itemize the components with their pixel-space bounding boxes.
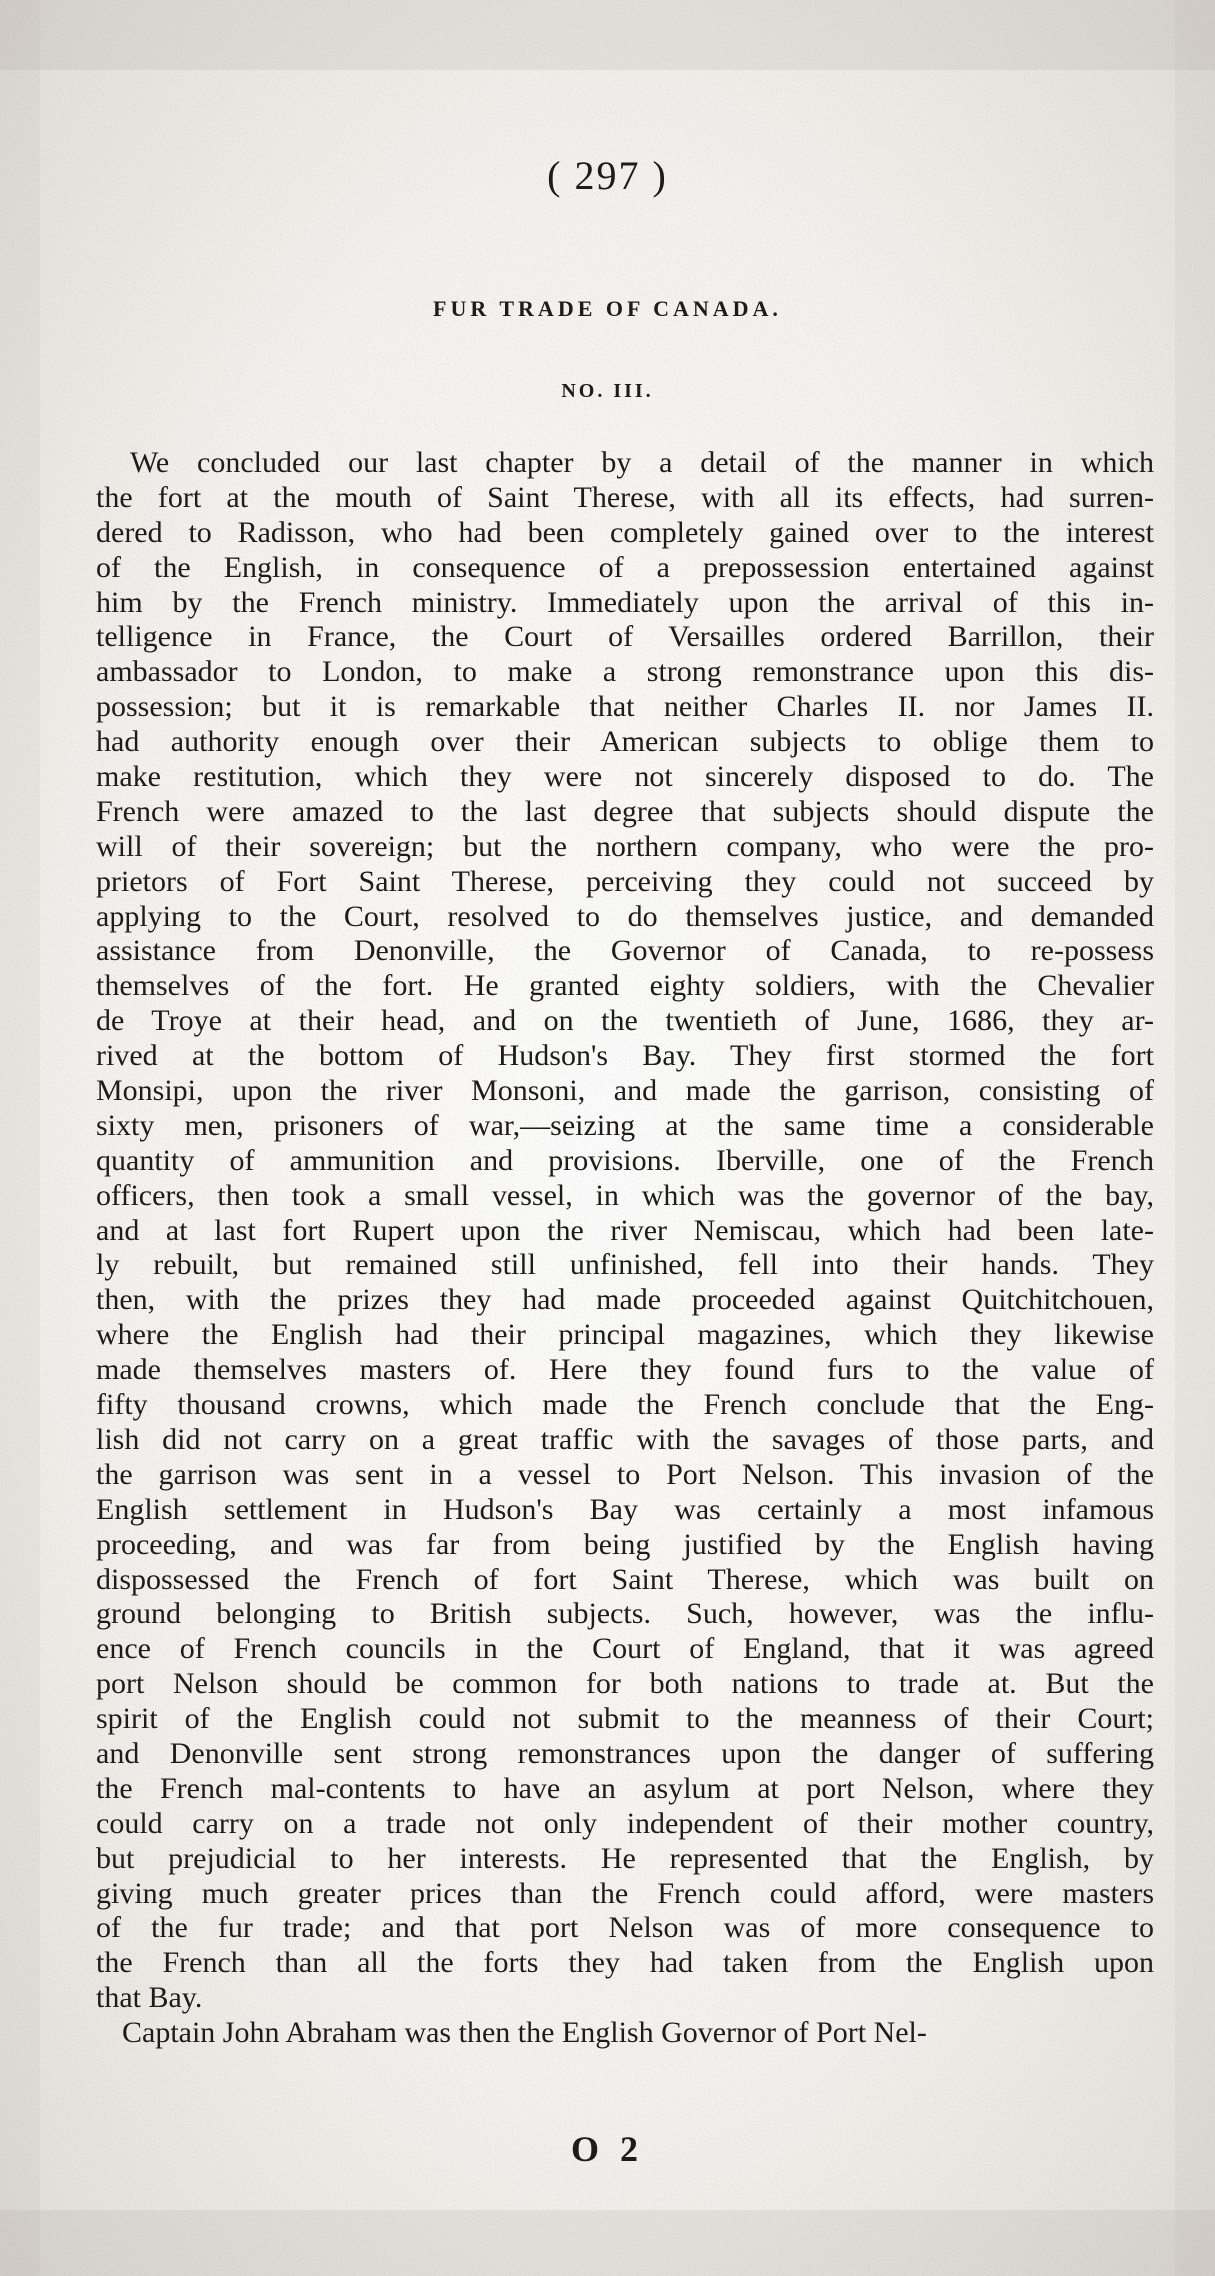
signature-mark: O 2 bbox=[570, 2129, 644, 2169]
body-line: proceeding, and was far from being justified by the English having bbox=[96, 1527, 1154, 1561]
body-line: Captain John Abraham was then the English Governor of Port Nel- bbox=[122, 2016, 927, 2050]
body-line: could carry on a trade not only independent of their mother country, bbox=[96, 1806, 1154, 1840]
body-line: ence of French councils in the Court of England, that it was agreed bbox=[96, 1632, 1154, 1666]
body-line: him by the French ministry. Immediately upon the arrival of this in- bbox=[96, 585, 1154, 619]
chapter-title: FUR TRADE OF CANADA. bbox=[433, 296, 782, 321]
body-line: of the fur trade; and that port Nelson was of more consequence to bbox=[96, 1911, 1154, 1945]
body-line: ambassador to London, to make a strong remonstrance upon this dis- bbox=[96, 655, 1154, 689]
body-line: the French than all the forts they had taken from the English upon bbox=[96, 1946, 1154, 1980]
body-line: but prejudicial to her interests. He represented that the English, by bbox=[96, 1841, 1154, 1875]
body-line: themselves of the fort. He granted eighty soldiers, with the Chevalier bbox=[96, 969, 1154, 1003]
body-line: dispossessed the French of fort Saint Therese, which was built on bbox=[96, 1562, 1154, 1596]
body-line: the fort at the mouth of Saint Therese, with all its effects, had surren- bbox=[96, 480, 1154, 514]
body-line: sixty men, prisoners of war,—seizing at the same time a considerable bbox=[96, 1108, 1154, 1142]
body-line: fifty thousand crowns, which made the French conclude that the Eng- bbox=[96, 1388, 1154, 1422]
body-line: the French mal-contents to have an asylum at port Nelson, where they bbox=[96, 1771, 1154, 1805]
body-text bbox=[96, 446, 1154, 2106]
body-line: telligence in France, the Court of Versailles ordered Barrillon, their bbox=[96, 620, 1154, 654]
body-line: the garrison was sent in a vessel to Port Nelson. This invasion of the bbox=[96, 1457, 1154, 1491]
body-line: ly rebuilt, but remained still unfinished, fell into their hands. They bbox=[96, 1248, 1154, 1282]
body-line: lish did not carry on a great traffic with the savages of those parts, and bbox=[96, 1422, 1154, 1456]
body-line: and at last fort Rupert upon the river Nemiscau, which had been late- bbox=[96, 1213, 1154, 1247]
section-number: NO. III. bbox=[561, 380, 654, 402]
body-line: port Nelson should be common for both nations to trade at. But the bbox=[96, 1667, 1154, 1701]
body-line: prietors of Fort Saint Therese, perceiving they could not succeed by bbox=[96, 864, 1154, 898]
body-line: possession; but it is remarkable that neither Charles II. nor James II. bbox=[96, 690, 1154, 724]
body-line: and Denonville sent strong remonstrances upon the danger of suffering bbox=[96, 1736, 1154, 1770]
body-line: will of their sovereign; but the northern company, who were the pro- bbox=[96, 829, 1154, 863]
body-line: English settlement in Hudson's Bay was certainly a most infamous bbox=[96, 1492, 1154, 1526]
body-line: where the English had their principal magazines, which they likewise bbox=[96, 1318, 1154, 1352]
body-line: giving much greater prices than the French could afford, were masters bbox=[96, 1876, 1154, 1910]
body-line: of the English, in consequence of a prepossession entertained against bbox=[96, 550, 1154, 584]
page-number-header: ( 297 ) bbox=[547, 153, 668, 198]
body-line: had authority enough over their American subjects to oblige them to bbox=[96, 725, 1154, 759]
body-line: applying to the Court, resolved to do themselves justice, and demanded bbox=[96, 899, 1154, 933]
body-line: assistance from Denonville, the Governor of Canada, to re-possess bbox=[96, 934, 1154, 968]
body-line: that Bay. bbox=[96, 1981, 203, 2015]
body-line: made themselves masters of. Here they found furs to the value of bbox=[96, 1353, 1154, 1387]
body-line: spirit of the English could not submit to the meanness of their Court; bbox=[96, 1702, 1154, 1736]
body-line: officers, then took a small vessel, in which was the governor of the bay, bbox=[96, 1178, 1154, 1212]
body-line: ground belonging to British subjects. Such, however, was the influ- bbox=[96, 1597, 1154, 1631]
body-line: quantity of ammunition and provisions. Iberville, one of the French bbox=[96, 1143, 1154, 1177]
body-line: de Troye at their head, and on the twentieth of June, 1686, they ar- bbox=[96, 1004, 1154, 1038]
body-line: rived at the bottom of Hudson's Bay. They first stormed the fort bbox=[96, 1039, 1154, 1073]
body-line: French were amazed to the last degree that subjects should dispute the bbox=[96, 794, 1154, 828]
body-line: dered to Radisson, who had been completely gained over to the interest bbox=[96, 515, 1154, 549]
body-line: then, with the prizes they had made proceeded against Quitchitchouen, bbox=[96, 1283, 1154, 1317]
body-line: Monsipi, upon the river Monsoni, and made the garrison, consisting of bbox=[96, 1074, 1154, 1108]
body-line: make restitution, which they were not sincerely disposed to do. The bbox=[96, 760, 1154, 794]
body-line: We concluded our last chapter by a detail of the manner in which bbox=[130, 446, 1154, 479]
